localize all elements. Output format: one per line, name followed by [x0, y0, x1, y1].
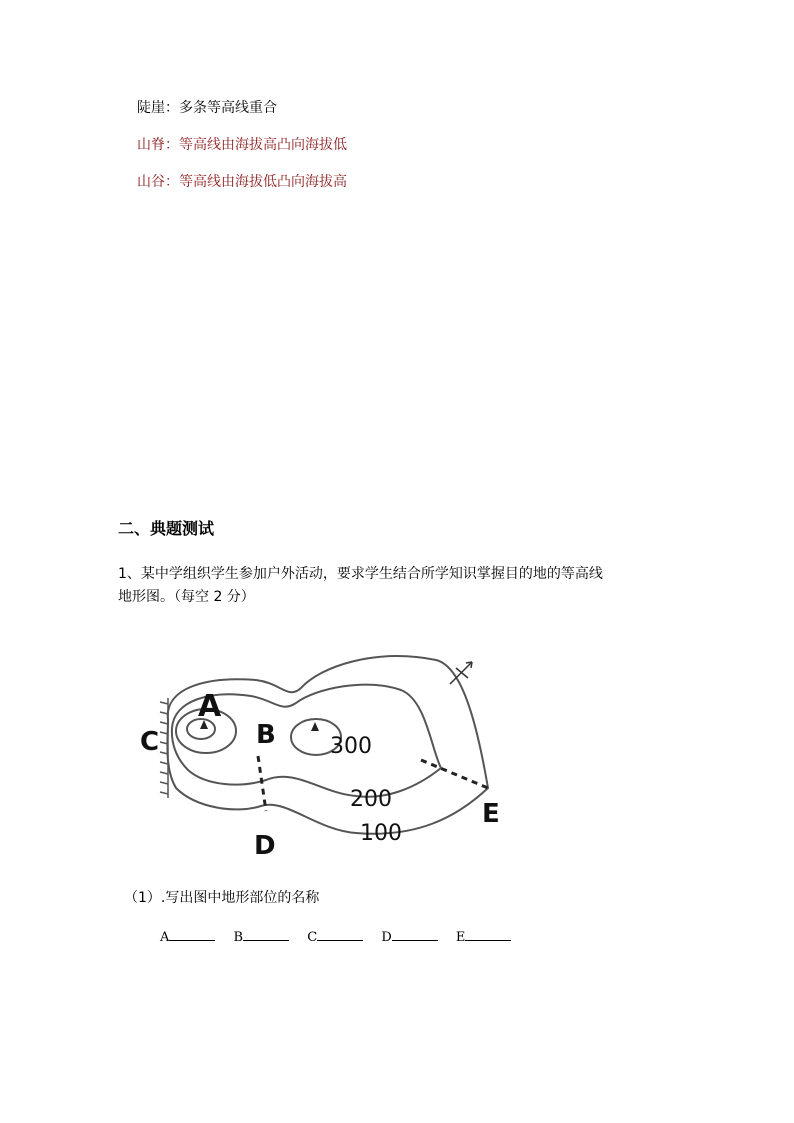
answer-blanks: [160, 928, 525, 945]
dashed-line-bd: [258, 756, 266, 811]
note-cliff: 陡崖：多条等高线重合: [137, 100, 277, 116]
note-ridge: 山脊：等高线由海拔高凸向海拔低: [137, 137, 347, 153]
contour-label-200: 200: [350, 787, 392, 812]
blank-c[interactable]: C: [307, 928, 363, 945]
map-label-e: E: [482, 799, 500, 829]
map-label-d: D: [254, 831, 276, 861]
blank-e[interactable]: E: [456, 928, 512, 945]
section-title: 二、典题测试: [118, 519, 215, 538]
subquestion: （1）.写出图中地形部位的名称: [124, 890, 320, 906]
contour-map: [116, 628, 516, 863]
blank-a[interactable]: A: [160, 928, 215, 945]
dashed-line-e: [421, 760, 488, 788]
map-label-a: A: [198, 689, 222, 724]
question-line-1: 1、某中学组织学生参加户外活动，要求学生结合所学知识掌握目的地的等高线: [118, 566, 603, 582]
contour-label-100: 100: [360, 821, 402, 846]
map-label-b: B: [256, 720, 276, 750]
note-valley: 山谷：等高线由海拔低凸向海拔高: [137, 174, 347, 190]
question-line-2: 地形图。（每空 2 分）: [118, 589, 255, 605]
contour-100-line: [167, 656, 488, 834]
blank-b[interactable]: B: [234, 928, 290, 945]
blank-d[interactable]: D: [381, 928, 437, 945]
contour-label-300: 300: [330, 734, 372, 759]
peak-300-marker: [311, 722, 319, 731]
map-label-c: C: [140, 727, 160, 757]
